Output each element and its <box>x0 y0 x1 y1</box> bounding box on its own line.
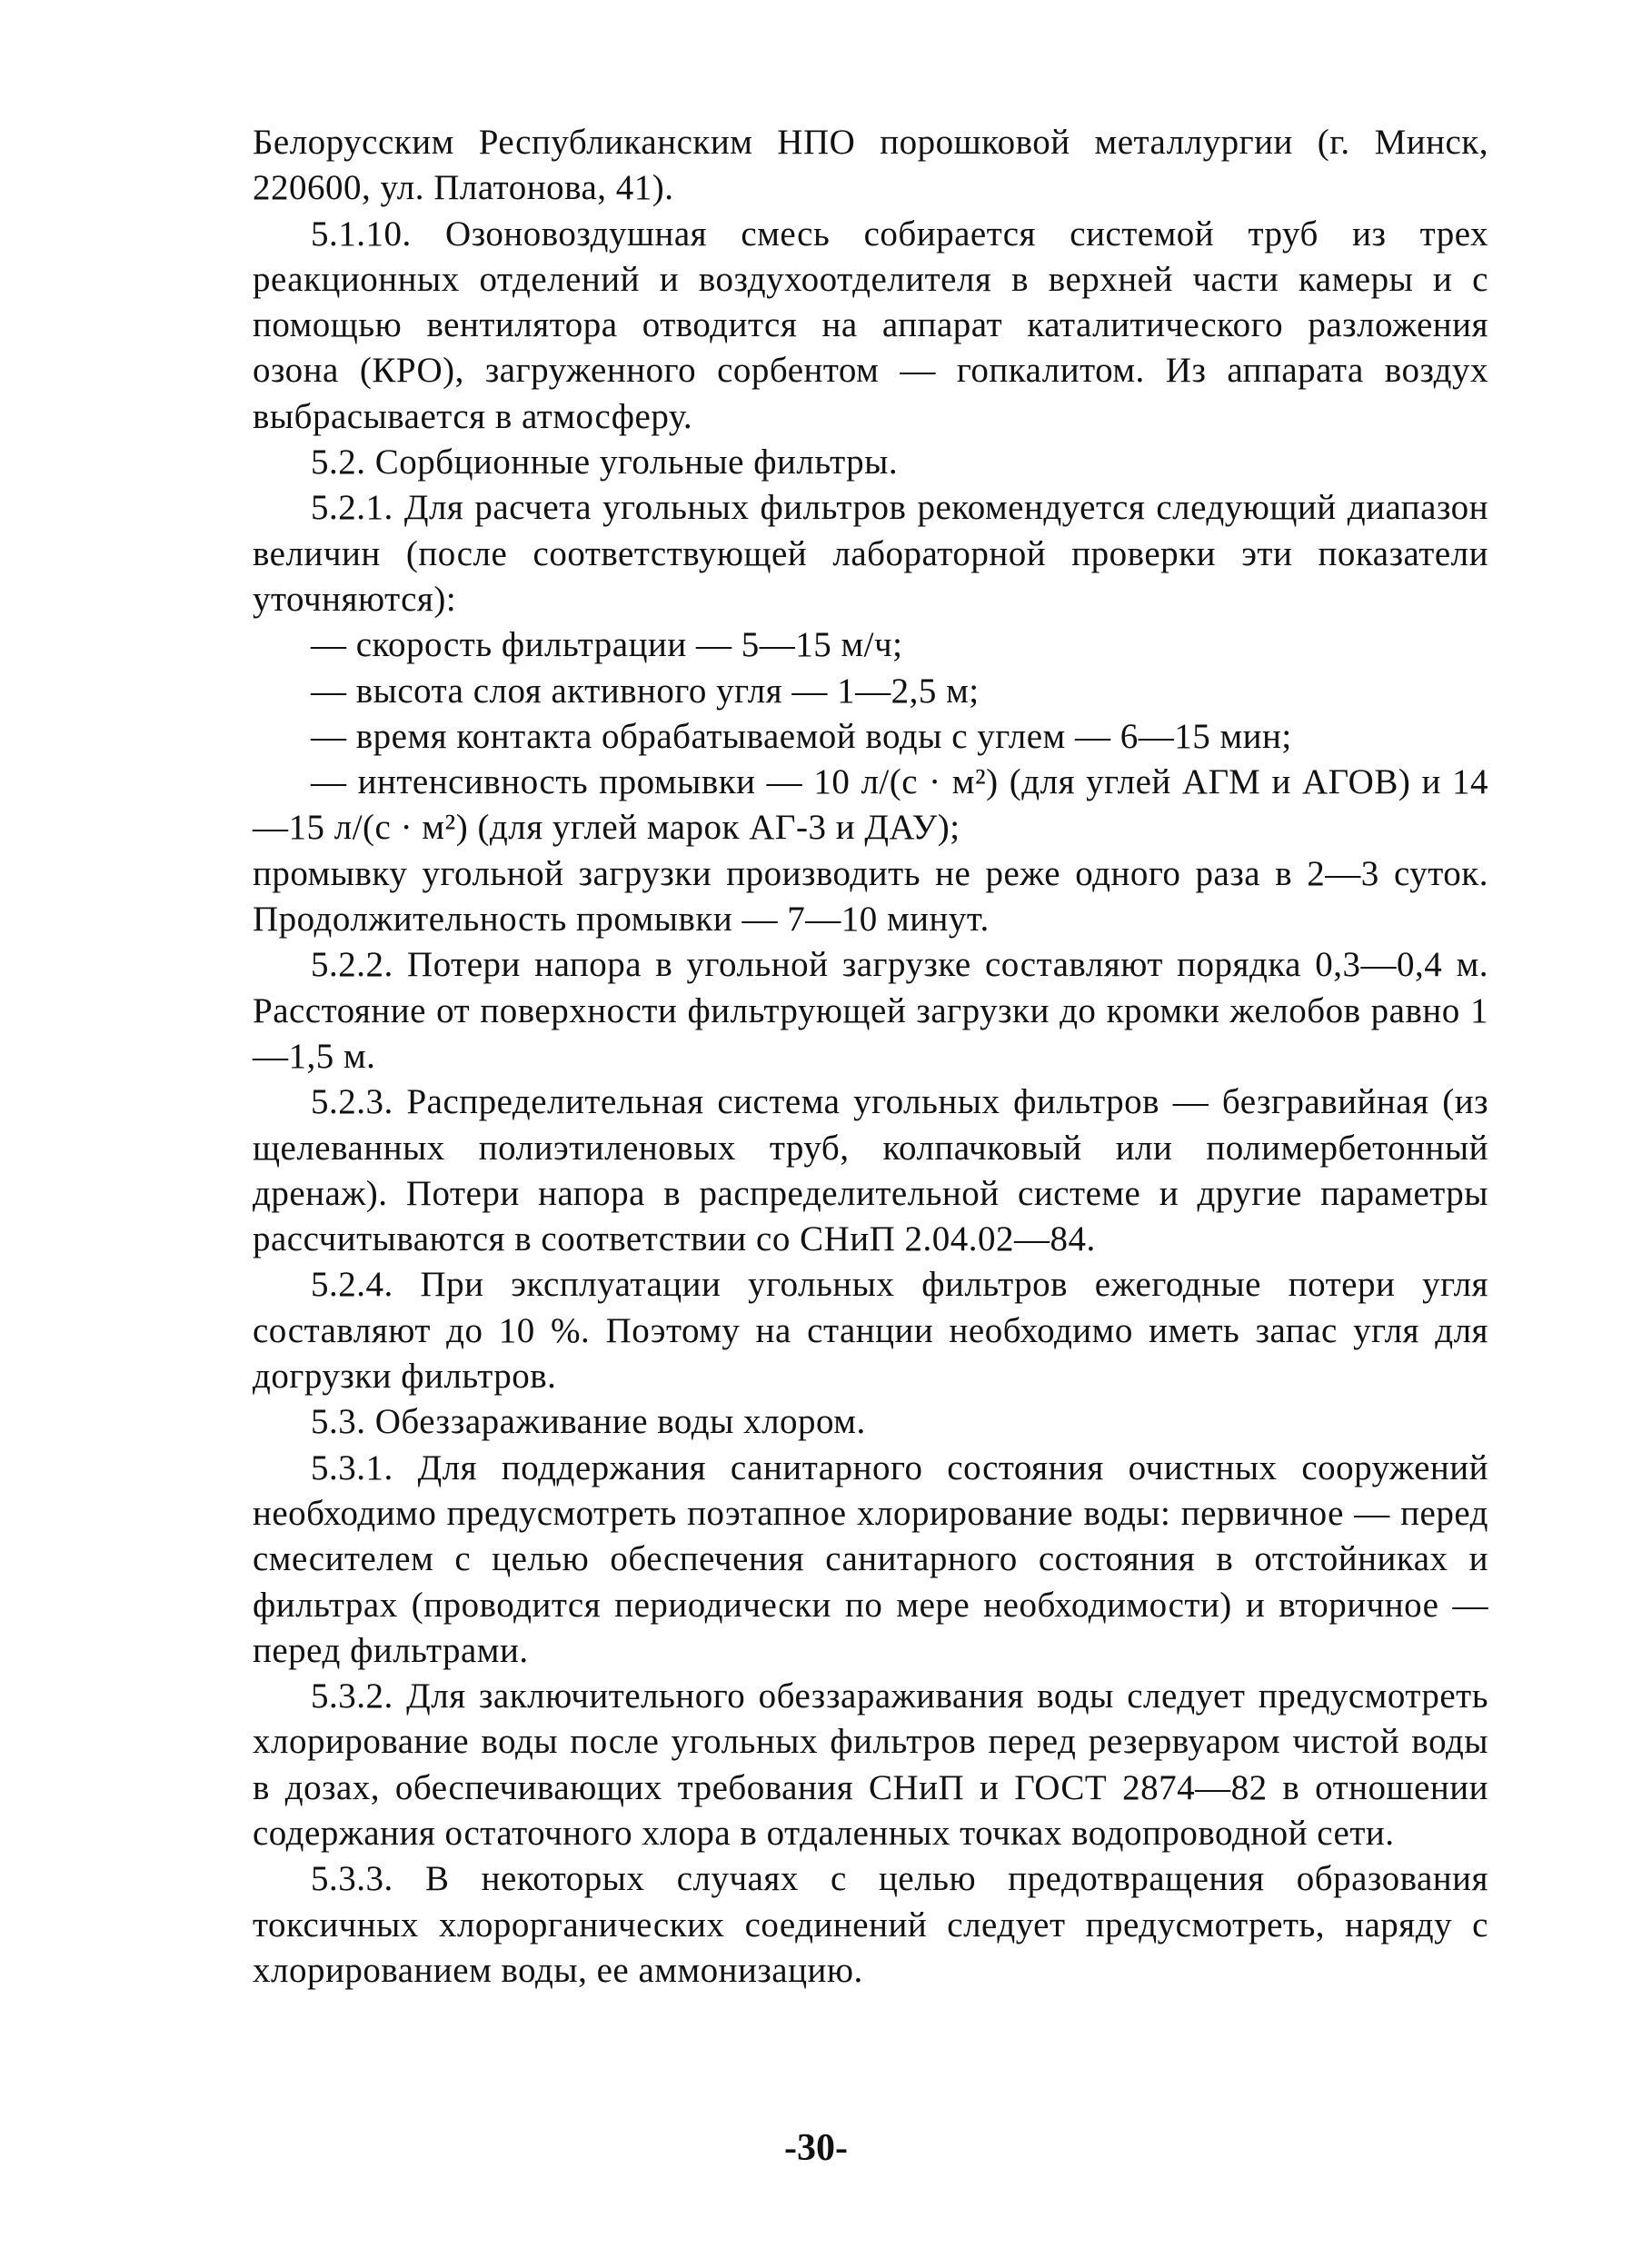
body-text <box>253 120 1488 1994</box>
paragraph-continuation: Белорусским Республиканским НПО порошковой металлургии (г. Минск, 220600, ул. Платонова, 41). <box>253 123 1488 208</box>
paragraph-5-2-2: 5.2.2. Потери напора в угольной загрузке составляют порядка 0,3—0,4 м. Расстояние от поверхности фильтрующей загрузки до кромки желобов равно 1—1,5 м. <box>253 945 1488 1076</box>
list-item-filtration-speed: — скорость фильтрации — 5—15 м/ч; <box>311 625 903 665</box>
paragraph-wash-frequency: промывку угольной загрузки производить не реже одного раза в 2—3 суток. Продолжительность промывки — 7—10 минут. <box>253 853 1488 940</box>
paragraph-5-3-2: 5.3.2. Для заключительного обеззараживания воды следует предусмотреть хлорирование воды после угольных фильтров перед резервуаром чистой воды в дозах, обеспечивающих требования СНиП и ГОСТ 2874—82 в отношении содержания остаточного хлора в отдаленных точках водопроводной сети. <box>253 1676 1488 1853</box>
paragraph-5-3-1: 5.3.1. Для поддержания санитарного состояния очистных сооружений необходимо предусмотреть поэтапное хлорирование воды: первичное — перед смесителем с целью обеспечения санитарного состояния в отстойниках и фильтрах (проводится периодически по мере необходимости) и вторичное — перед фильтрами. <box>253 1447 1488 1670</box>
section-heading-5-3: 5.3. Обеззараживание воды хлором. <box>311 1402 866 1442</box>
paragraph-5-3-3: 5.3.3. В некоторых случаях с целью предотвращения образования токсичных хлорорганических соединений следует предусмотреть, наряду с хлорированием воды, ее аммонизацию. <box>253 1859 1488 1990</box>
list-item-layer-height: — высота слоя активного угля — 1—2,5 м; <box>311 671 980 711</box>
section-heading-5-2: 5.2. Сорбционные угольные фильтры. <box>311 443 899 482</box>
paragraph-5-2-1: 5.2.1. Для расчета угольных фильтров рекомендуется следующий диапазон величин (после соответствующей лабораторной проверки эти показатели уточняются): <box>253 488 1488 619</box>
page-number: -30- <box>784 2127 848 2169</box>
paragraph-5-1-10: 5.1.10. Озоновоздушная смесь собирается системой труб из трех реакционных отделений и воздухоотделителя в верхней части камеры и с помощью вентилятора отводится на аппарат каталитического разложения озона (КРО), загруженного сорбентом — гопкалитом. Из аппарата воздух выбрасывается в атмосферу. <box>253 214 1488 436</box>
list-item-wash-intensity: — интенсивность промывки — 10 л/(с · м²) (для углей АГМ и АГОВ) и 14—15 л/(с · м²) (для углей марок АГ-3 и ДАУ); <box>253 762 1488 848</box>
paragraph-5-2-4: 5.2.4. При эксплуатации угольных фильтров ежегодные потери угля составляют до 10 %. Поэтому на станции необходимо иметь запас угля для догрузки фильтров. <box>253 1265 1488 1397</box>
paragraph-5-2-3: 5.2.3. Распределительная система угольных фильтров — безгравийная (из щелеванных полиэтиленовых труб, колпачковый или полимербетонный дренаж). Потери напора в распределительной системе и другие параметры рассчитываются в соответствии со СНиП 2.04.02—84. <box>253 1082 1488 1259</box>
list-item-contact-time: — время контакта обрабатываемой воды с углем — 6—15 мин; <box>311 716 1292 756</box>
